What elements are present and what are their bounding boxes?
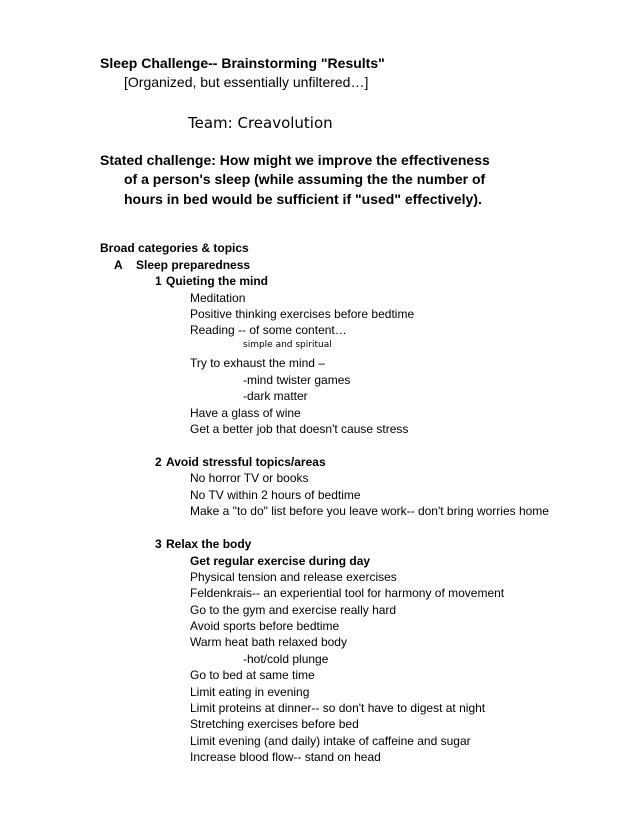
list-item: Have a glass of wine [190, 406, 301, 420]
list-item: Increase blood flow-- stand on head [190, 750, 381, 764]
document-subtitle: [Organized, but essentially unfiltered…] [124, 74, 369, 90]
outline-heading: Broad categories & topics [100, 241, 249, 255]
challenge-line-2: of a person's sleep (while assuming the the number of [124, 171, 486, 187]
list-item: Limit evening (and daily) intake of caffeine and sugar [190, 734, 471, 748]
challenge-line-1: Stated challenge: How might we improve the effectiveness [100, 152, 490, 168]
section-title: Quieting the mind [166, 274, 268, 288]
list-item: Reading -- of some content… [190, 323, 347, 337]
list-item: Limit proteins at dinner-- so don't have to digest at night [190, 701, 486, 715]
list-item: Feldenkrais-- an experiential tool for harmony of movement [190, 586, 505, 600]
list-item: Limit eating in evening [190, 685, 310, 699]
list-item: Warm heat bath relaxed body [190, 635, 347, 649]
list-item: Stretching exercises before bed [190, 717, 359, 731]
list-subitem: -hot/cold plunge [243, 652, 329, 666]
list-item: Avoid sports before bedtime [190, 619, 340, 633]
list-subitem: simple and spiritual [243, 340, 332, 350]
document-title: Sleep Challenge-- Brainstorming "Results" [100, 55, 385, 71]
section-number: 2 [155, 455, 162, 469]
category-letter: A [114, 258, 123, 272]
list-item: Go to the gym and exercise really hard [190, 603, 397, 617]
list-subitem: -mind twister games [243, 373, 351, 387]
section-number: 3 [155, 537, 162, 551]
list-item: Make a "to do" list before you leave work-- don't bring worries home [190, 505, 549, 517]
list-item: Go to bed at same time [190, 668, 315, 682]
list-item: Positive thinking exercises before bedtime [190, 307, 415, 321]
list-item: Get regular exercise during day [190, 554, 371, 568]
challenge-line-3: hours in bed would be sufficient if "used" effectively). [124, 191, 482, 207]
list-item: No horror TV or books [190, 471, 309, 485]
list-subitem: -dark matter [243, 389, 308, 403]
list-item: Meditation [190, 291, 246, 305]
list-item: Get a better job that doesn't cause stress [190, 422, 409, 436]
section-number: 1 [155, 274, 162, 288]
category-label: Sleep preparedness [136, 258, 251, 272]
list-item: Try to exhaust the mind – [190, 356, 325, 370]
team-name: Team: Creavolution [188, 114, 333, 132]
list-item: No TV within 2 hours of bedtime [190, 488, 361, 502]
section-title: Avoid stressful topics/areas [166, 455, 326, 469]
section-title: Relax the body [166, 537, 252, 551]
list-item: Physical tension and release exercises [190, 570, 397, 584]
